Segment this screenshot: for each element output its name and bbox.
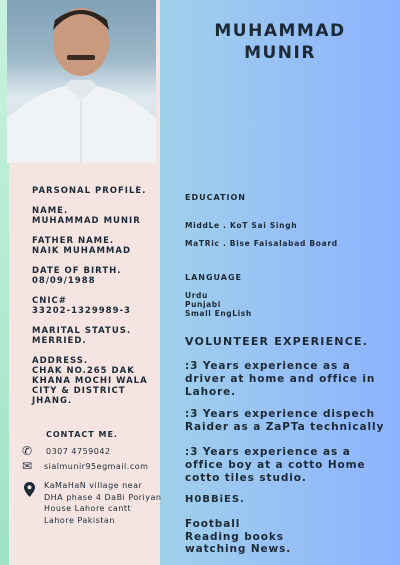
dob-label: DATE OF BIRTH. — [32, 266, 122, 276]
dob-value: 08/09/1988 — [32, 276, 96, 286]
volunteer-line: driver at home and office in — [185, 372, 376, 385]
name-label: NAME. — [32, 206, 69, 216]
contact-title: CONTACT ME. — [46, 430, 118, 439]
volunteer-item: :3 Years experience as a office boy at a cotto Home cotto tiles studio. — [185, 446, 395, 484]
language-item: Urdu — [185, 291, 208, 300]
father-value: NAIK MUHAMMAD — [32, 246, 132, 256]
volunteer-line: 3 Years experience dispech — [190, 408, 376, 420]
location-line: House Lahore cantt — [44, 504, 132, 513]
volunteer-title: VOLUNTEER EXPERIENCE. — [185, 335, 369, 348]
name-value: MUHAMMAD MUNIR — [32, 216, 141, 226]
location-pin-icon — [24, 482, 35, 500]
marital-field — [32, 326, 131, 346]
location-line: KaMaHaN village near — [44, 481, 143, 490]
language-item: Small EngLish — [185, 309, 252, 318]
hobby-item: Football — [185, 518, 241, 530]
language-item: Punjabi — [185, 300, 221, 309]
language-list — [185, 291, 252, 318]
language-title: LANGUAGE — [185, 273, 243, 282]
volunteer-line: 3 Years experience as a — [190, 360, 351, 372]
education-item: MiddLe . KoT Sai Singh — [185, 221, 298, 230]
marital-value: MERRIED. — [32, 336, 87, 346]
name-line-1: MUHAMMAD — [214, 21, 346, 41]
father-field — [32, 236, 131, 256]
address-field — [32, 356, 148, 406]
candidate-name — [185, 20, 375, 64]
phone-value: 0307 4759042 — [46, 447, 111, 456]
volunteer-line: office boy at a cotto Home — [185, 458, 366, 471]
hobbies-list — [185, 518, 291, 556]
cnic-value: 33202-1329989-3 — [32, 306, 131, 316]
email-icon: ✉ — [22, 459, 33, 473]
name-line-2: MUNIR — [244, 43, 316, 63]
address-line: CITY & DISTRICT — [32, 386, 126, 396]
volunteer-line: Lahore. — [185, 385, 237, 398]
father-label: FATHER NAME. — [32, 236, 115, 246]
volunteer-item: :3 Years experience dispech Raider as a ZaPTa technically — [185, 408, 395, 434]
marital-label: MARITAL STATUS. — [32, 326, 132, 336]
cnic-field — [32, 296, 131, 316]
volunteer-line: cotto tiles studio. — [185, 471, 307, 484]
volunteer-item: :3 Years experience as a driver at home and office in Lahore. — [185, 360, 395, 398]
location-line: DHA phase 4 DaBi Poriyan — [44, 492, 162, 502]
name-field — [32, 206, 141, 226]
profile-title: PARSONAL PROFILE. — [32, 186, 147, 196]
address-label: ADDRESS. — [32, 356, 89, 366]
hobbies-title: H0BBiES. — [185, 494, 245, 505]
phone-icon: ✆ — [22, 444, 33, 458]
profile-photo — [7, 0, 156, 163]
location-line: Lahore Pakistan — [44, 515, 115, 525]
volunteer-line: 3 Years experience as a — [190, 446, 351, 458]
address-line: KHANA MOCHI WALA — [32, 376, 148, 386]
address-line: CHAK NO.265 DAK — [32, 366, 135, 376]
education-title: EDUCATION — [185, 193, 246, 202]
email-value: sialmunir95egmail.com — [44, 462, 149, 471]
volunteer-line: Raider as a ZaPTa technically — [185, 420, 385, 433]
address-line: JHANG. — [32, 396, 73, 406]
cnic-label: CNIC# — [32, 296, 67, 306]
hobby-item: Reading books — [185, 530, 284, 543]
education-item: MaTRic . Bise Faisalabad Board — [185, 239, 338, 248]
dob-field — [32, 266, 121, 286]
hobby-item: watching News. — [185, 543, 292, 555]
